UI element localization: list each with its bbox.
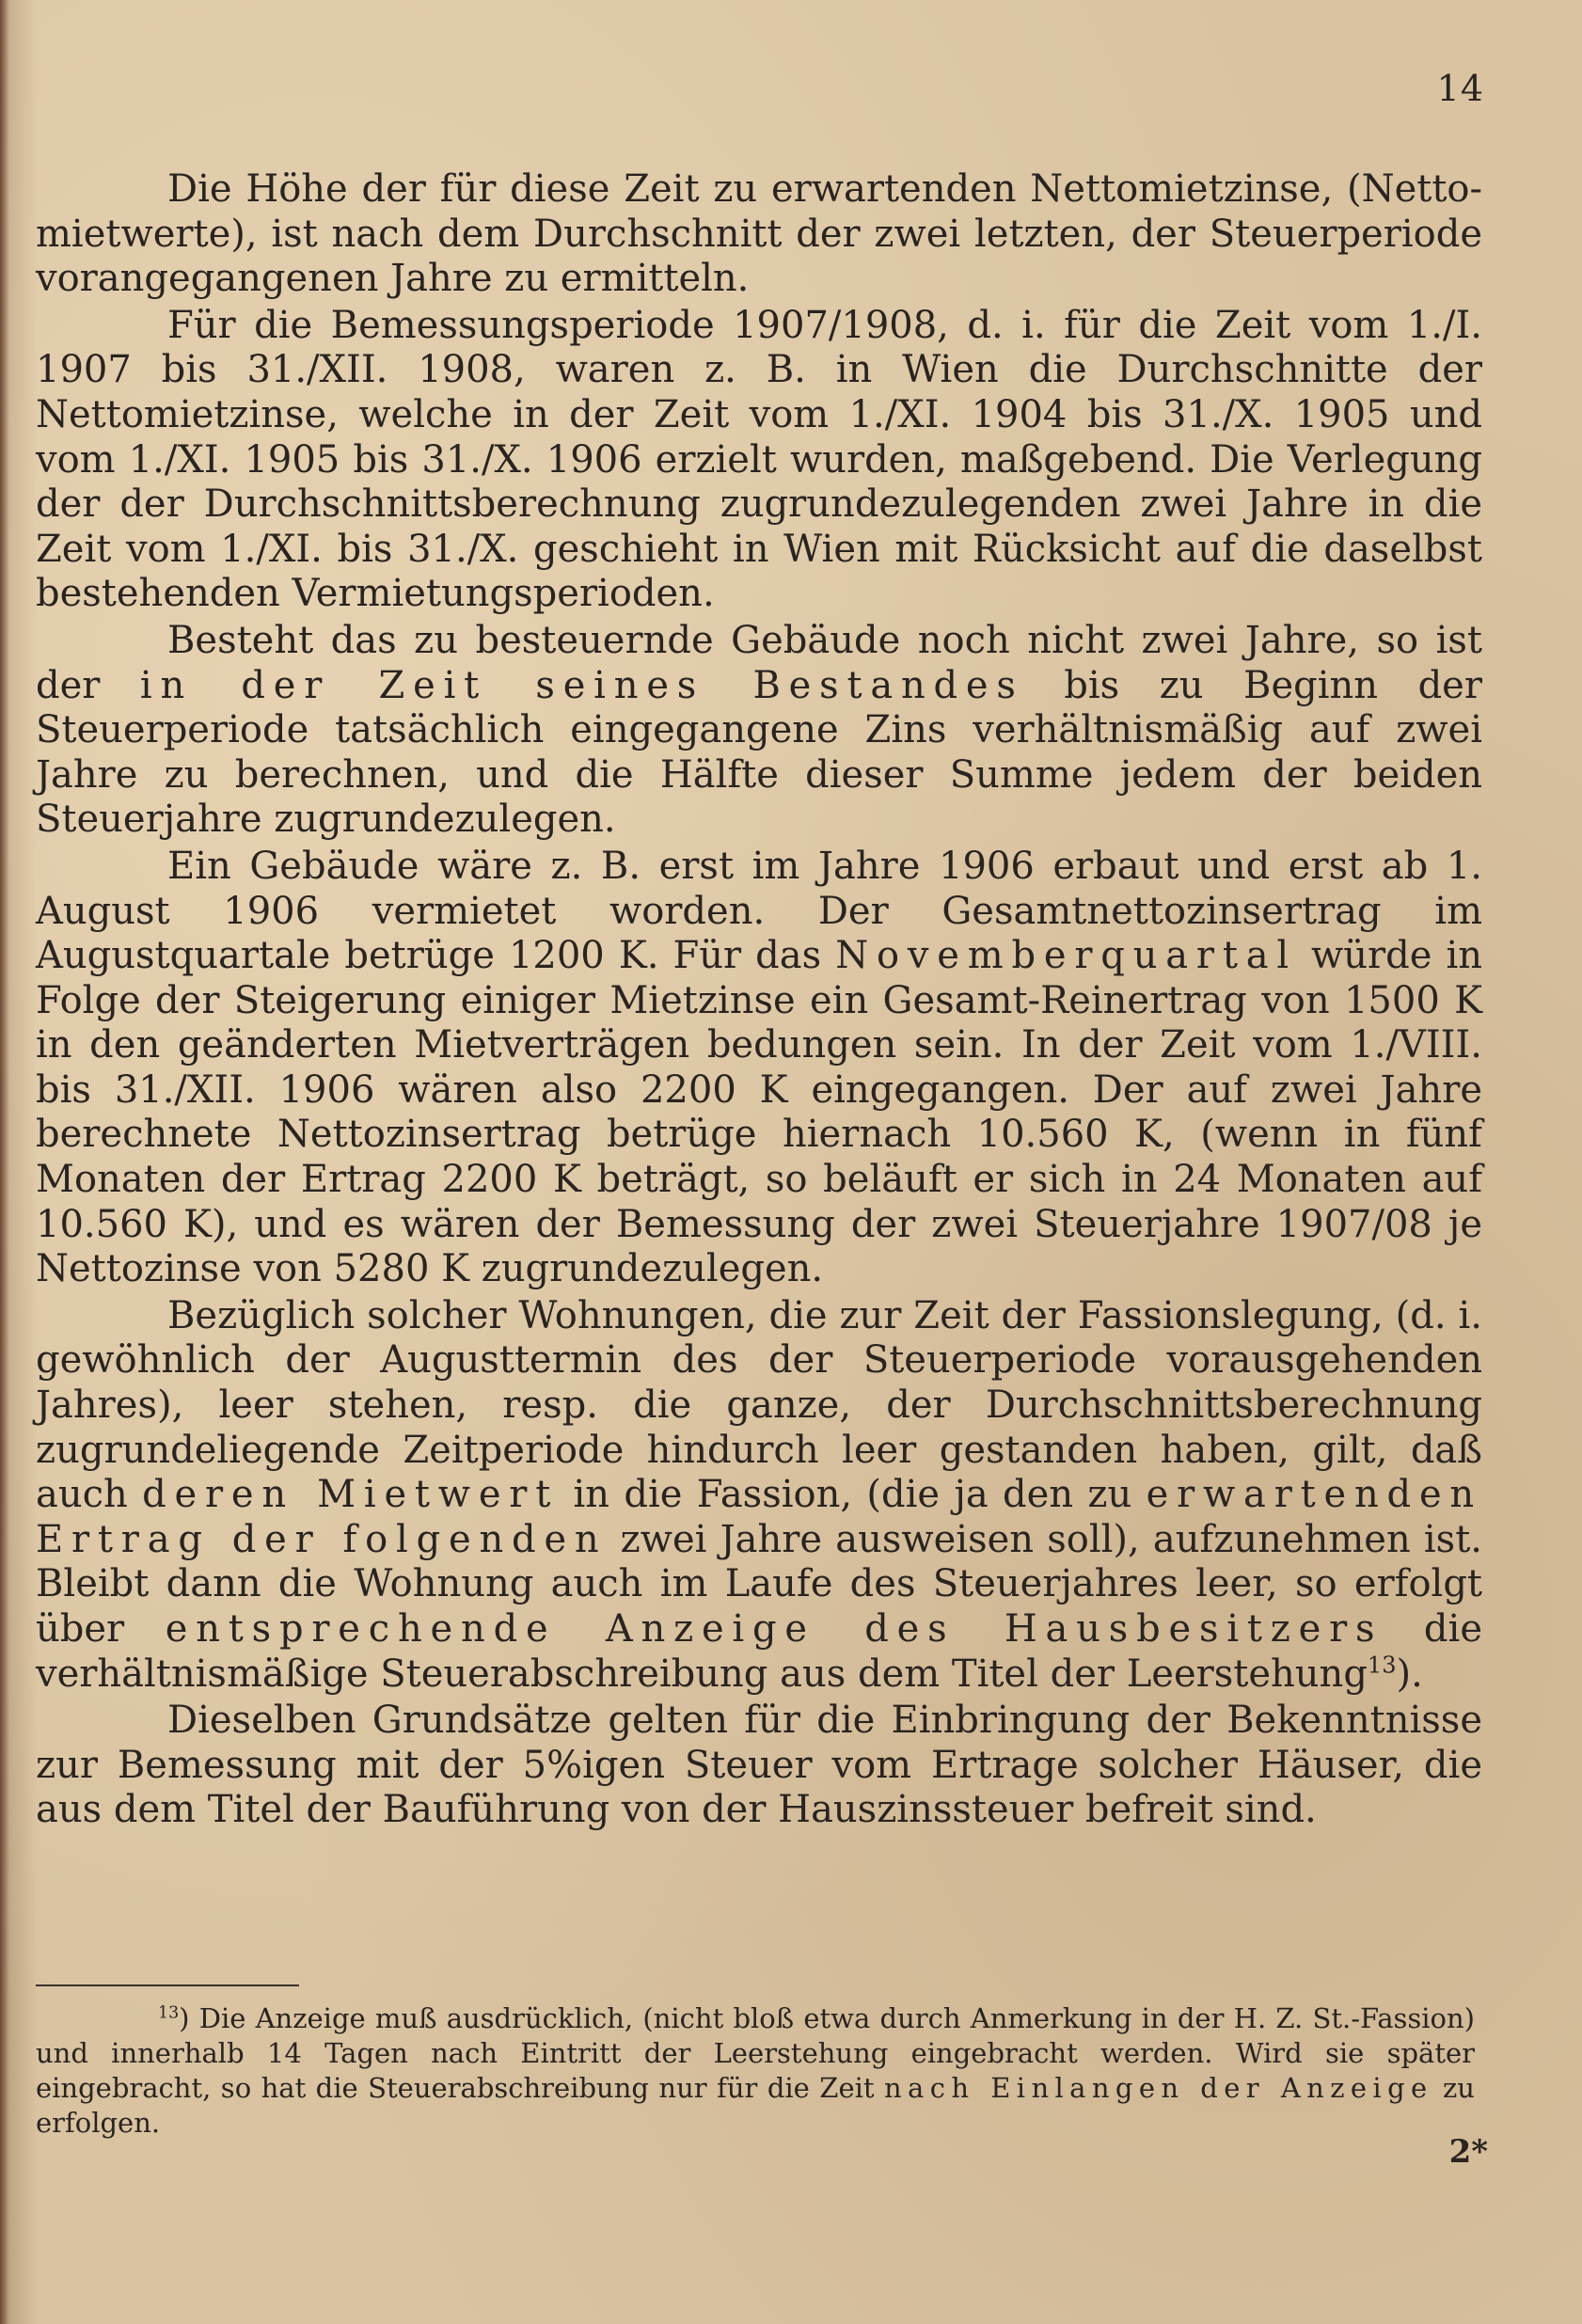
page-edge-shadow xyxy=(0,0,9,2324)
footnote-marker: 13 xyxy=(1367,1652,1397,1679)
text-run: die verhältnismäßige Steuerabschreibung aus dem Titel der Leerstehung xyxy=(36,1607,1483,1696)
text-run: ) Die Anzeige muß ausdrücklich, (nicht bloß etwa durch Anmerkung in der H. Z. St.-Fassion) und innerhalb 14 Tagen nach Eintritt der Leerstehung eingebracht werden. Wird sie später eingebracht, so hat die Steuerabschreibung nur für die Zeit xyxy=(36,2002,1475,2104)
paragraph xyxy=(36,619,1482,843)
spaced-emphasis: Novemberquartal xyxy=(835,934,1297,978)
footnote-rule xyxy=(36,1984,299,1986)
paragraph xyxy=(36,167,1482,302)
text-run: zu erfolgen. xyxy=(36,2072,1475,2139)
text-run: Besteht das zu besteuernde Gebäude noch nicht zwei Jahre, so ist der xyxy=(36,618,1482,707)
text-run: bis zu Beginn der Steuerperiode tatsächlich eingegangene Zins verhältnismäßig auf zwei Jahre zu berechnen, und die Hälfte dieser Summe jedem der beiden Steuerjahre zugrundezulegen. xyxy=(36,663,1482,842)
text-run: Die Höhe der für diese Zeit zu erwartenden Nettomietzinse, (Netto-mietwerte), ist nach dem Durchschnitt der zwei letzten, der Steuerperiode vorangegangenen Jahre zu ermitteln. xyxy=(36,167,1482,301)
text-run: in die Fassion, (die ja den zu xyxy=(559,1473,1147,1517)
footnote-number: 13 xyxy=(158,2003,180,2023)
paragraph xyxy=(36,845,1482,1292)
spaced-emphasis: deren Mietwert xyxy=(142,1473,560,1517)
spaced-emphasis: nach Einlangen der Anzeige xyxy=(884,2072,1433,2104)
text-run: Dieselben Grundsätze gelten für die Einbringung der Bekenntnisse zur Bemessung mit der 5%igen Steuer vom Ertrage solcher Häuser, die aus dem Titel der Bauführung von der Hauszinssteuer befreit sind. xyxy=(36,1699,1482,1832)
paragraph xyxy=(36,1699,1482,1833)
page-number: 14 xyxy=(1436,68,1484,109)
paragraph xyxy=(36,304,1482,617)
text-run: Bezüglich solcher Wohnungen, die zur Zeit der Fassionslegung, (d. i. gewöhnlich der Augusttermin des der Steuerperiode vorausgehenden Jahres), leer stehen, resp. die ganze, der Durchschnittsberechnung zugrundeliegende Zeitperiode hindurch leer gestanden haben, gilt, daß auch xyxy=(36,1293,1482,1517)
footnote xyxy=(36,2001,1475,2141)
spaced-emphasis: erwartenden Ertrag der folgenden xyxy=(36,1473,1482,1561)
sheet-signature-mark: 2* xyxy=(1448,2133,1488,2171)
spaced-emphasis: entsprechende Anzeige des Hausbesitzers xyxy=(165,1607,1384,1651)
text-run: Für die Bemessungsperiode 1907/1908, d. i. für die Zeit vom 1./I. 1907 bis 31./XII. 1908, waren z. B. in Wien die Durchschnitte der Nettomietzinse, welche in der Zeit vom 1./XI. 1904 bis 31./X. 1905 und vom 1./XI. 1905 bis 31./X. 1906 erzielt wurden, maßgebend. Die Verlegung der der Durchschnittsberechnung zugrundezulegenden zwei Jahre in die Zeit vom 1./XI. bis 31./X. geschieht in Wien mit Rücksicht auf die daselbst bestehenden Vermietungsperioden. xyxy=(36,303,1482,616)
text-run: Ein Gebäude wäre z. B. erst im Jahre 1906 erbaut und erst ab 1. August 1906 vermietet worden. Der Gesamtnettozinsertrag im Augustquartale betrüge 1200 K. Für das xyxy=(36,844,1482,978)
footnote-text xyxy=(36,2001,1475,2141)
text-run: ). xyxy=(1396,1652,1423,1696)
text-run: würde in Folge der Steigerung einiger Mietzinse ein Gesamt-Reinertrag von 1500 K in den geänderten Mietverträgen bedungen sein. In der Zeit vom 1./VIII. bis 31./XII. 1906 wären also 2200 K eingegangen. Der auf zwei Jahre berechnete Nettozinsertrag betrüge hiernach 10.560 K, (wenn in fünf Monaten der Ertrag 2200 K beträgt, so beläuft er sich in 24 Monaten auf 10.560 K), und es wären der Bemessung der zwei Steuerjahre 1907/08 je Nettozinse von 5280 K zugrundezulegen. xyxy=(36,934,1482,1291)
text-run: zwei Jahre ausweisen soll), aufzunehmen ist. Bleibt dann die Wohnung auch im Laufe des Steuerjahres leer, so erfolgt über xyxy=(36,1517,1482,1651)
spaced-emphasis: in der Zeit seines Bestandes xyxy=(139,663,1024,707)
body-text xyxy=(36,167,1482,1833)
paragraph xyxy=(36,1294,1482,1697)
